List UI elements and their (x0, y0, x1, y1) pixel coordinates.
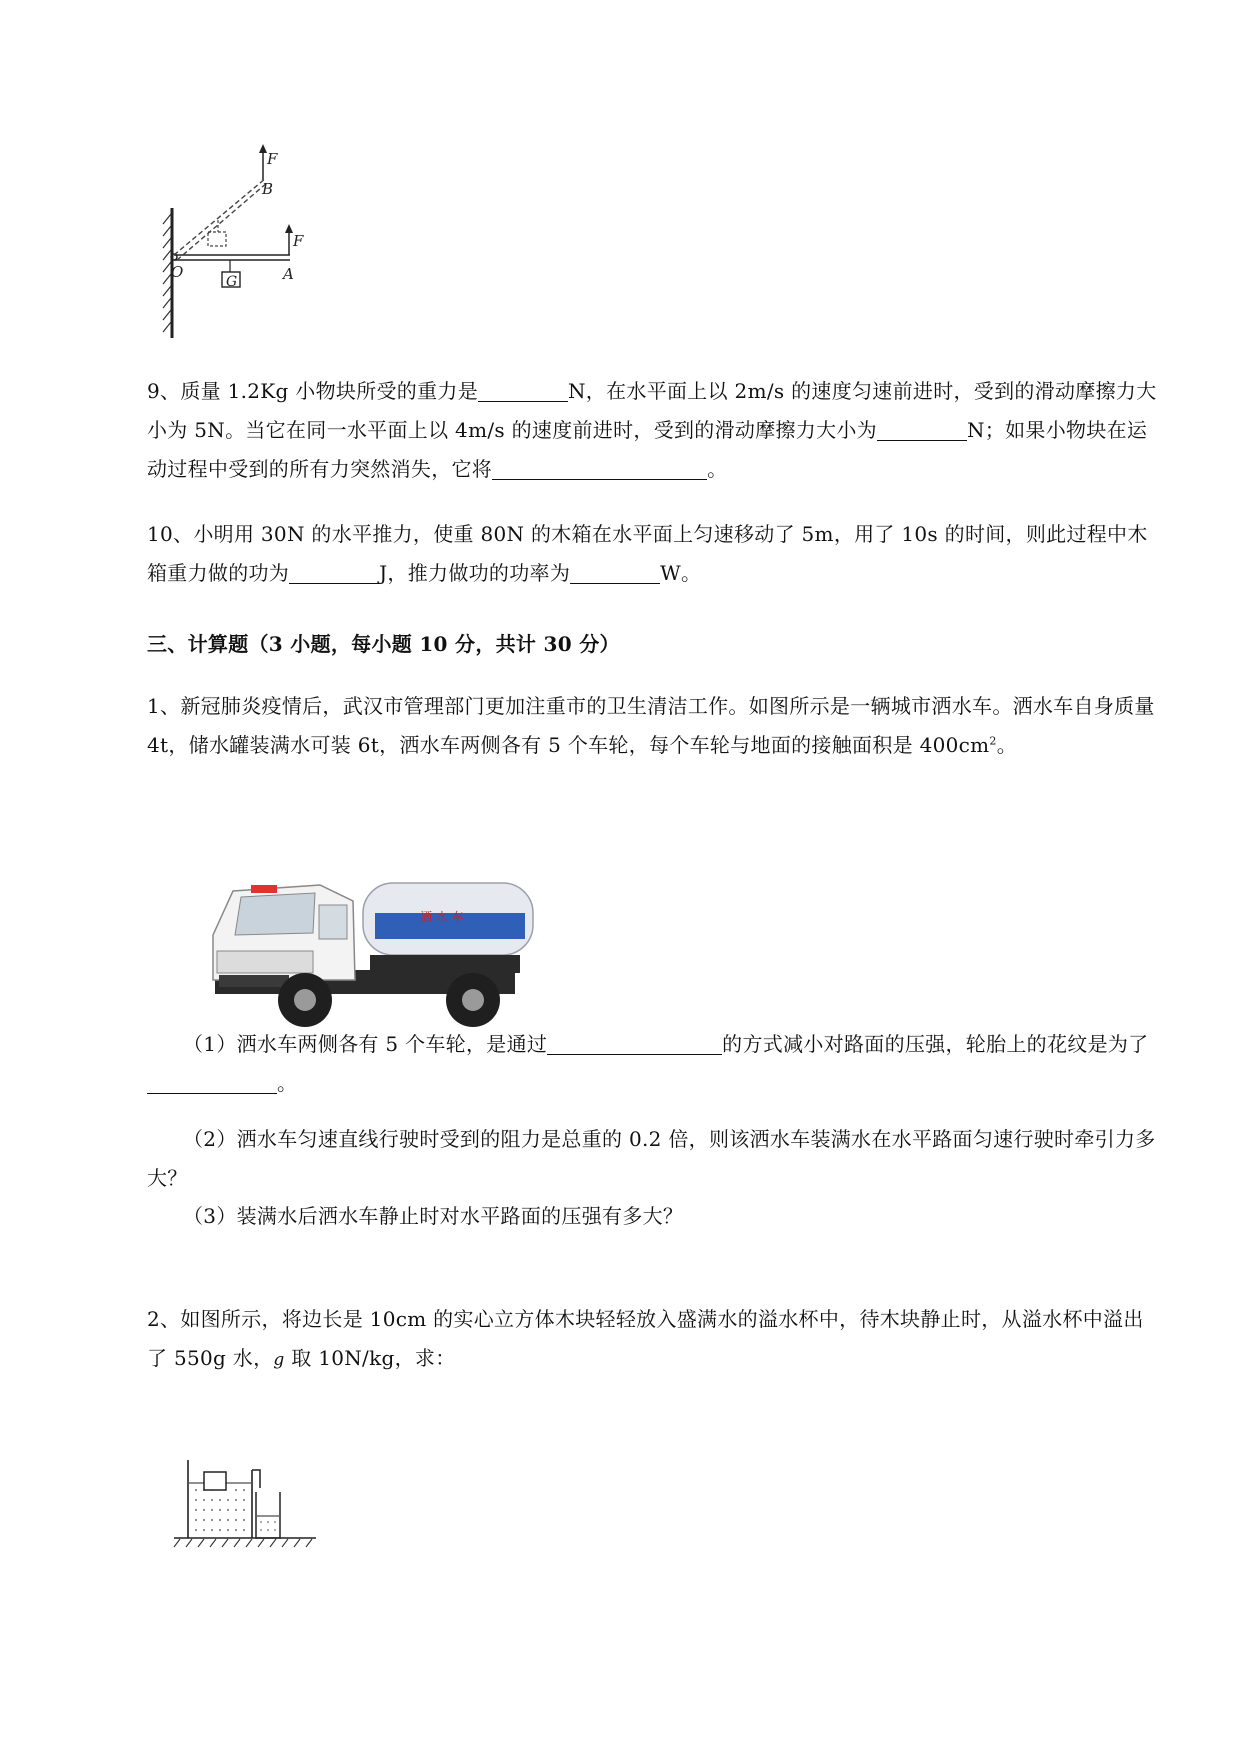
q9-text-4: 。 (707, 457, 728, 481)
calc1-intro-end: 。 (996, 733, 1018, 757)
calc1-sub1-text-2: 的方式减小对路面的压强，轮胎上的花纹是为了 (722, 1032, 1149, 1056)
section-3-heading: 三、计算题（3 小题，每小题 10 分，共计 30 分） (147, 632, 620, 656)
question-9 (147, 372, 1162, 489)
q10-text-3: W。 (660, 561, 702, 585)
calc-1-sub-1 (147, 1025, 1162, 1103)
q9-text-3: N；如果小物块在运动过程中受到的所有力突然消失，它将 (147, 418, 1148, 481)
calc2-text-2: 取 10N/kg，求： (284, 1346, 456, 1370)
point-label-o: O (171, 263, 184, 281)
lever-diagram (150, 140, 340, 340)
calc-1-intro (147, 687, 1162, 765)
q10-text-2: J，推力做功的功率为 (379, 561, 571, 585)
force-label-right: F (293, 232, 304, 250)
calc1-intro-sup: 2 (989, 734, 997, 748)
overflow-cup-diagram (168, 1450, 318, 1550)
calc1-intro-text: 1、新冠肺炎疫情后，武汉市管理部门更加注重市的卫生清洁工作。如图所示是一辆城市洒水车。洒水车自身质量 4t，储水罐装满水可装 6t，洒水车两侧各有 5 个车轮，每个车轮与地面的接触面积是 400cm (147, 694, 1155, 757)
calc2-text-1: 2、如图所示，将边长是 10cm 的实心立方体木块轻轻放入盛满水的溢水杯中，待木块静止时，从溢水杯中溢出了 550g 水， (147, 1307, 1144, 1370)
sprinkler-truck-image (205, 855, 545, 1040)
q9-text-1: 9、质量 1.2Kg 小物块所受的重力是 (147, 379, 478, 403)
calc1-sub1-blank-2 (147, 1069, 277, 1094)
q10-blank-2 (570, 559, 660, 584)
calc-1-sub-3: （3）装满水后洒水车静止时对水平路面的压强有多大？ (183, 1204, 684, 1228)
calc-2-intro (147, 1300, 1162, 1380)
q10-blank-1 (289, 559, 379, 584)
q9-blank-3 (492, 455, 707, 480)
truck-tank-text: 洒 水 车 (420, 910, 464, 924)
q10-text-1: 10、小明用 30N 的水平推力，使重 80N 的木箱在水平面上匀速移动了 5m，用了 10s 的时间，则此过程中木箱重力做的功为 (147, 522, 1148, 585)
point-label-a: A (283, 265, 294, 283)
point-label-b: B (262, 180, 274, 198)
calc1-sub1-text-1: （1）洒水车两侧各有 5 个车轮，是通过 (183, 1032, 548, 1056)
calc1-sub1-text-3: 。 (277, 1071, 298, 1095)
calc1-sub1-blank-1 (547, 1030, 722, 1055)
calc-1-sub-2: （2）洒水车匀速直线行驶时受到的阻力是总重的 0.2 倍，则该洒水车装满水在水平路面匀速行驶时牵引力多大？ (147, 1127, 1156, 1190)
force-label-top: F (267, 150, 278, 168)
q9-text-2: N，在水平面上以 2m/s 的速度匀速前进时，受到的滑动摩擦力大小为 5N。当它在同一水平面上以 4m/s 的速度前进时，受到的滑动摩擦力大小为 (147, 379, 1157, 442)
weight-label-g: G (226, 274, 238, 290)
calc2-g-symbol: g (273, 1350, 285, 1370)
question-10 (147, 515, 1162, 593)
q9-blank-1 (478, 377, 568, 402)
q9-blank-2 (877, 416, 967, 441)
